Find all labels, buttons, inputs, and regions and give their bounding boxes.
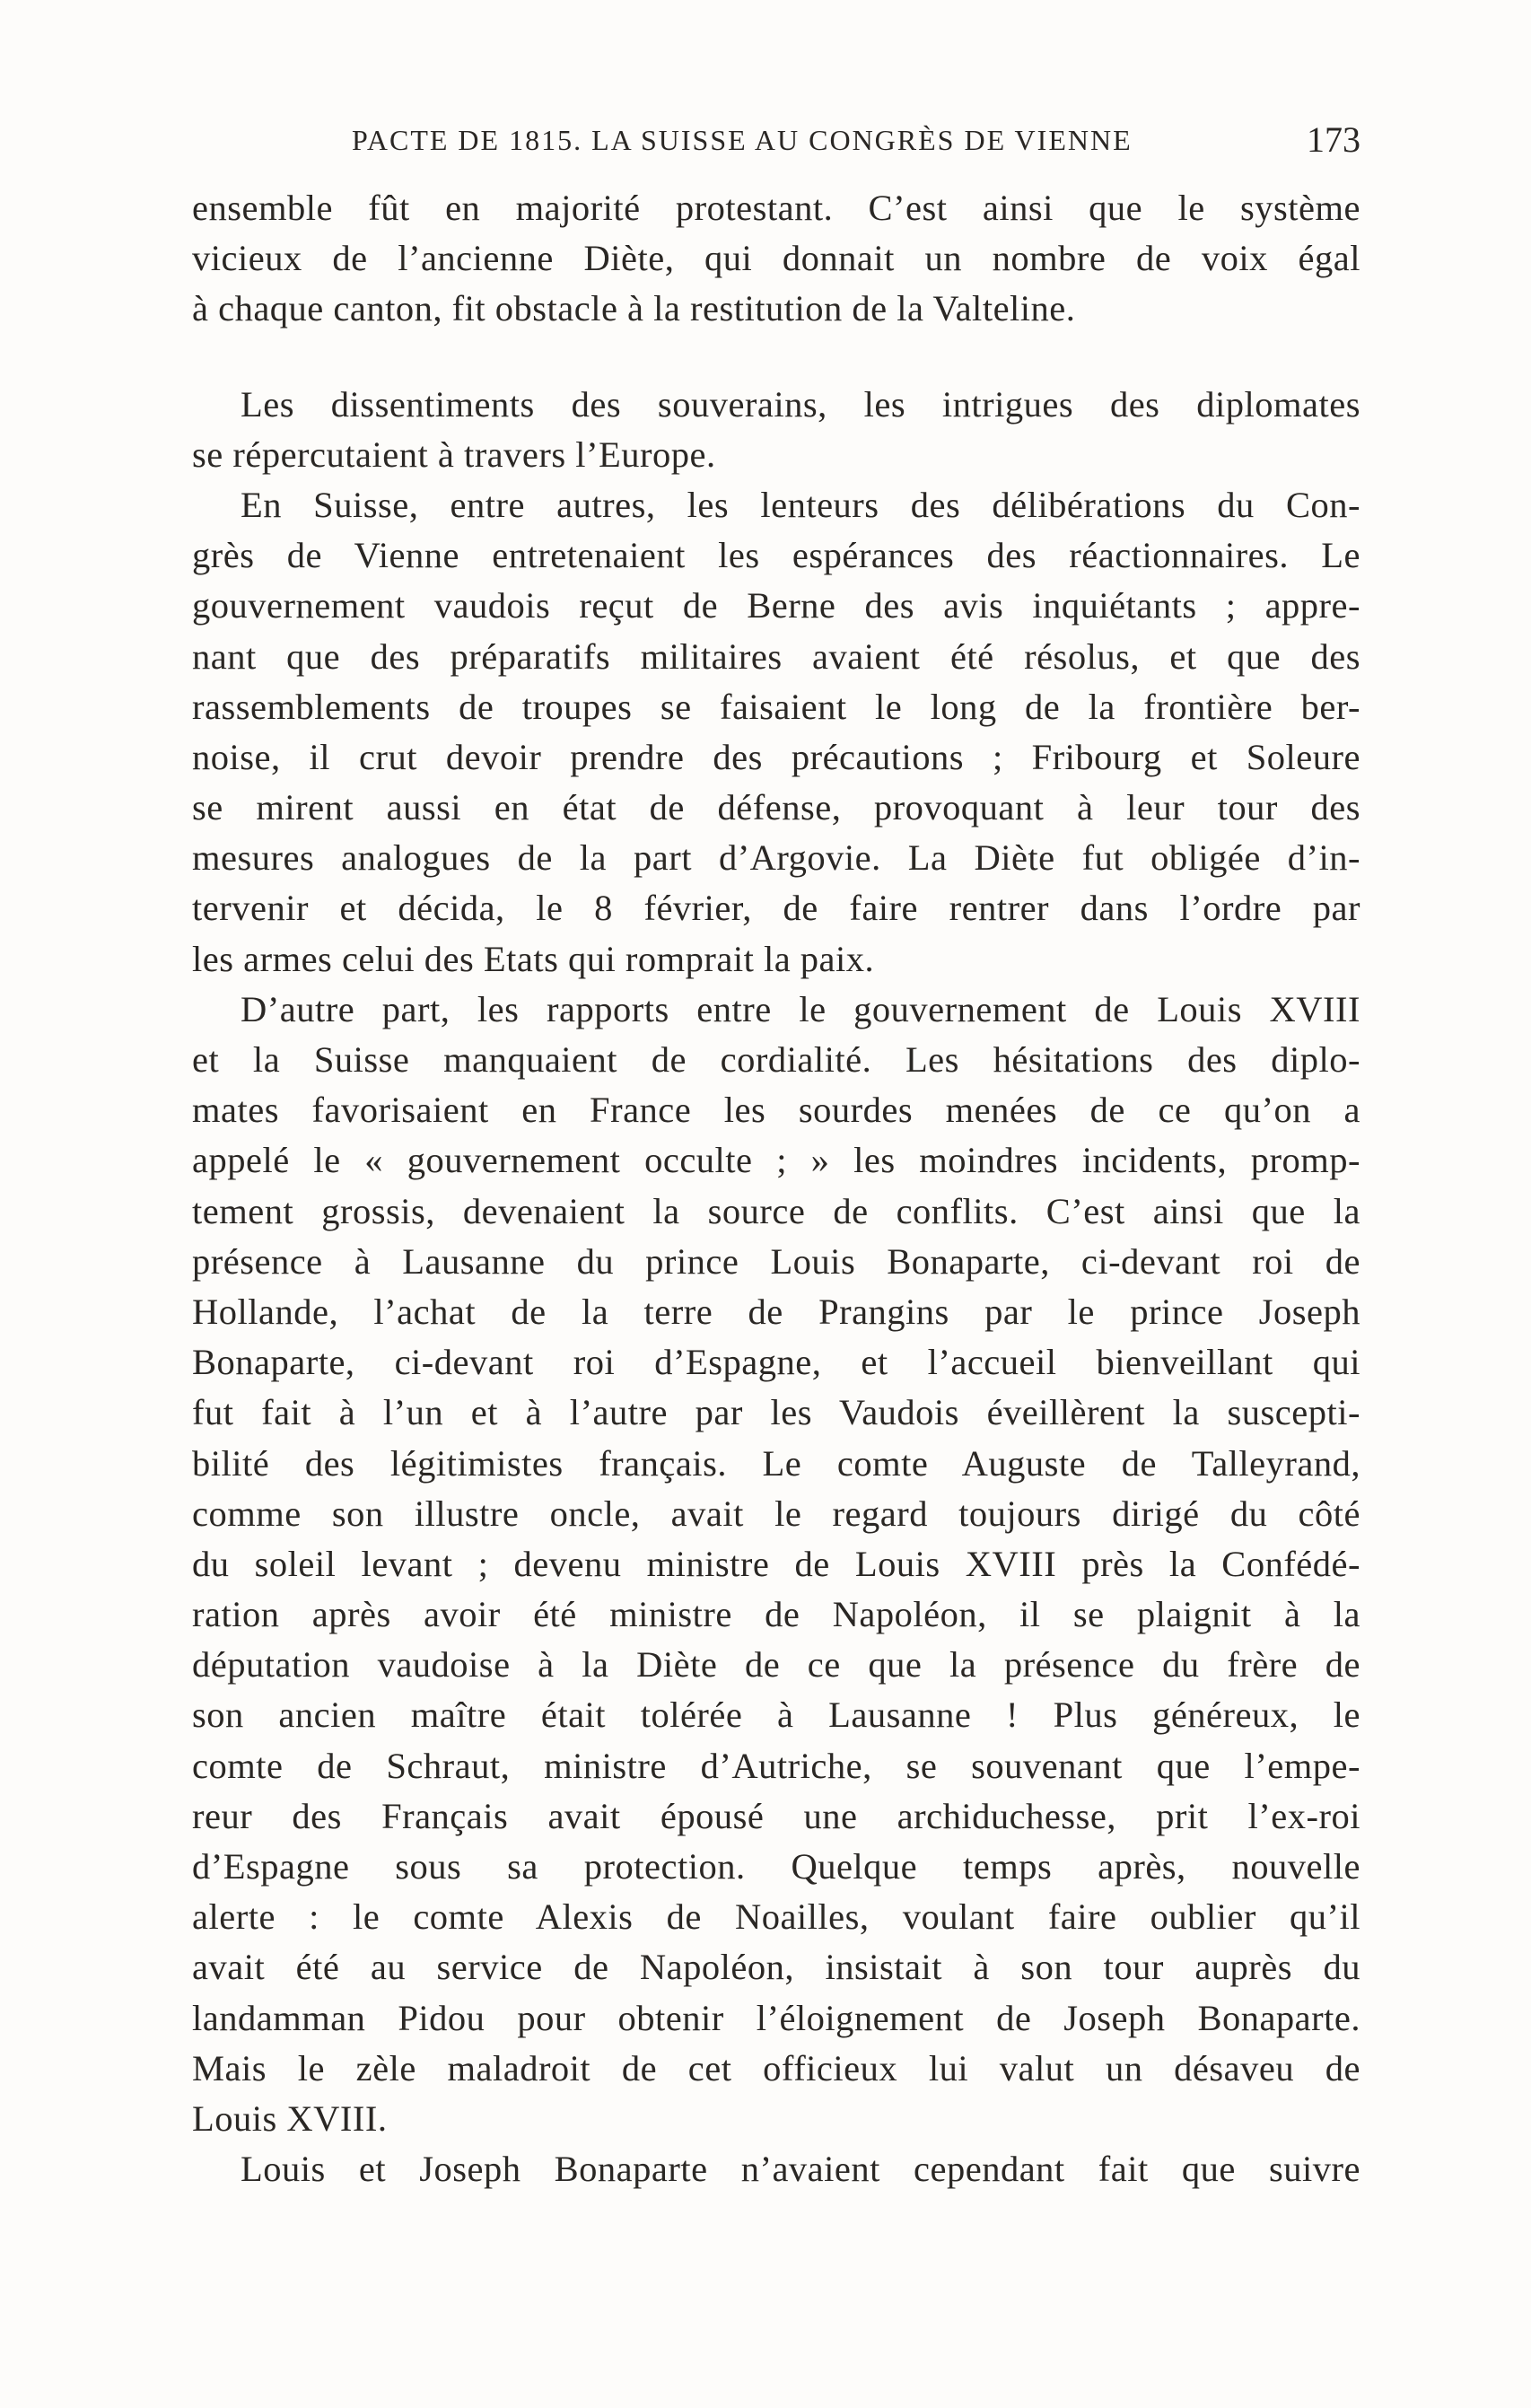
paragraph-gap	[192, 335, 1360, 380]
running-title: PACTE DE 1815. LA SUISSE AU CONGRÈS DE VIENNE	[352, 124, 1133, 156]
text-line: et la Suisse manquaient de cordialité. Les hésitations des diplo-	[192, 1039, 1360, 1080]
paragraph	[192, 183, 1360, 335]
page-number: 173	[1307, 119, 1360, 160]
text-line: Louis et Joseph Bonaparte n’avaient cependant fait que suivre	[241, 2149, 1360, 2190]
text-line: les armes celui des Etats qui romprait la paix.	[192, 938, 875, 979]
text-line: rassemblements de troupes se faisaient le long de la frontière ber-	[192, 686, 1360, 727]
text-line: Louis XVIII.	[192, 2097, 388, 2139]
text-line: mesures analogues de la part d’Argovie. La Diète fut obligée d’in-	[192, 837, 1360, 879]
text-line: à chaque canton, fit obstacle à la restitution de la Valteline.	[192, 288, 1076, 329]
text-line: son ancien maître était tolérée à Lausanne ! Plus généreux, le	[192, 1694, 1360, 1736]
text-line: bilité des légitimistes français. Le comte Auguste de Talleyrand,	[192, 1442, 1360, 1484]
text-line: se répercutaient à travers l’Europe.	[192, 433, 716, 475]
text-line: Bonaparte, ci-devant roi d’Espagne, et l’accueil bienveillant qui	[192, 1342, 1360, 1383]
text-line: En Suisse, entre autres, les lenteurs des délibérations du Con-	[241, 484, 1360, 525]
text-line: alerte : le comte Alexis de Noailles, voulant faire oublier qu’il	[192, 1896, 1360, 1938]
text-line: présence à Lausanne du prince Louis Bonaparte, ci-devant roi de	[192, 1240, 1360, 1282]
text-line: nant que des préparatifs militaires avaient été résolus, et que des	[192, 635, 1360, 677]
paragraph	[192, 2144, 1360, 2194]
text-line: appelé le « gouvernement occulte ; » les moindres incidents, promp-	[192, 1140, 1360, 1181]
text-line: députation vaudoise à la Diète de ce que la présence du frère de	[192, 1644, 1360, 1686]
text-line: D’autre part, les rapports entre le gouvernement de Louis XVIII	[241, 988, 1360, 1029]
text-line: ration après avoir été ministre de Napoléon, il se plaignit à la	[192, 1594, 1360, 1635]
body-text	[192, 183, 1360, 2194]
text-line: grès de Vienne entretenaient les espérances des réactionnaires. Le	[192, 535, 1360, 576]
text-line: du soleil levant ; devenu ministre de Louis XVIII près la Confédé-	[192, 1543, 1360, 1584]
text-line: Les dissentiments des souverains, les intrigues des diplomates	[241, 383, 1360, 425]
text-line: noise, il crut devoir prendre des précautions ; Fribourg et Soleure	[192, 736, 1360, 777]
text-line: comme son illustre oncle, avait le regard toujours dirigé du côté	[192, 1493, 1360, 1534]
text-line: Mais le zèle maladroit de cet officieux lui valut un désaveu de	[192, 2047, 1360, 2088]
text-line: avait été au service de Napoléon, insistait à son tour auprès du	[192, 1947, 1360, 1988]
paragraph	[192, 380, 1360, 480]
text-line: se mirent aussi en état de défense, provoquant à leur tour des	[192, 787, 1360, 828]
paragraph	[192, 985, 1360, 2144]
running-head	[192, 113, 1360, 167]
text-line: Hollande, l’achat de la terre de Prangins par le prince Joseph	[192, 1291, 1360, 1332]
paragraph	[192, 480, 1360, 985]
text-line: reur des Français avait épousé une archiduchesse, prit l’ex-roi	[192, 1795, 1360, 1836]
text-line: tervenir et décida, le 8 février, de faire rentrer dans l’ordre par	[192, 888, 1360, 929]
text-line: landamman Pidou pour obtenir l’éloignement de Joseph Bonaparte.	[192, 1997, 1360, 2038]
text-line: mates favorisaient en France les sourdes menées de ce qu’on a	[192, 1090, 1360, 1131]
text-line: gouvernement vaudois reçut de Berne des avis inquiétants ; appre-	[192, 585, 1360, 626]
text-line: comte de Schraut, ministre d’Autriche, se souvenant que l’empe-	[192, 1745, 1360, 1786]
text-line: fut fait à l’un et à l’autre par les Vaudois éveillèrent la suscepti-	[192, 1392, 1360, 1433]
text-line: d’Espagne sous sa protection. Quelque temps après, nouvelle	[192, 1846, 1360, 1887]
text-line: vicieux de l’ancienne Diète, qui donnait un nombre de voix égal	[192, 238, 1360, 279]
text-line: tement grossis, devenaient la source de conflits. C’est ainsi que la	[192, 1190, 1360, 1231]
text-line: ensemble fût en majorité protestant. C’est ainsi que le système	[192, 188, 1360, 228]
